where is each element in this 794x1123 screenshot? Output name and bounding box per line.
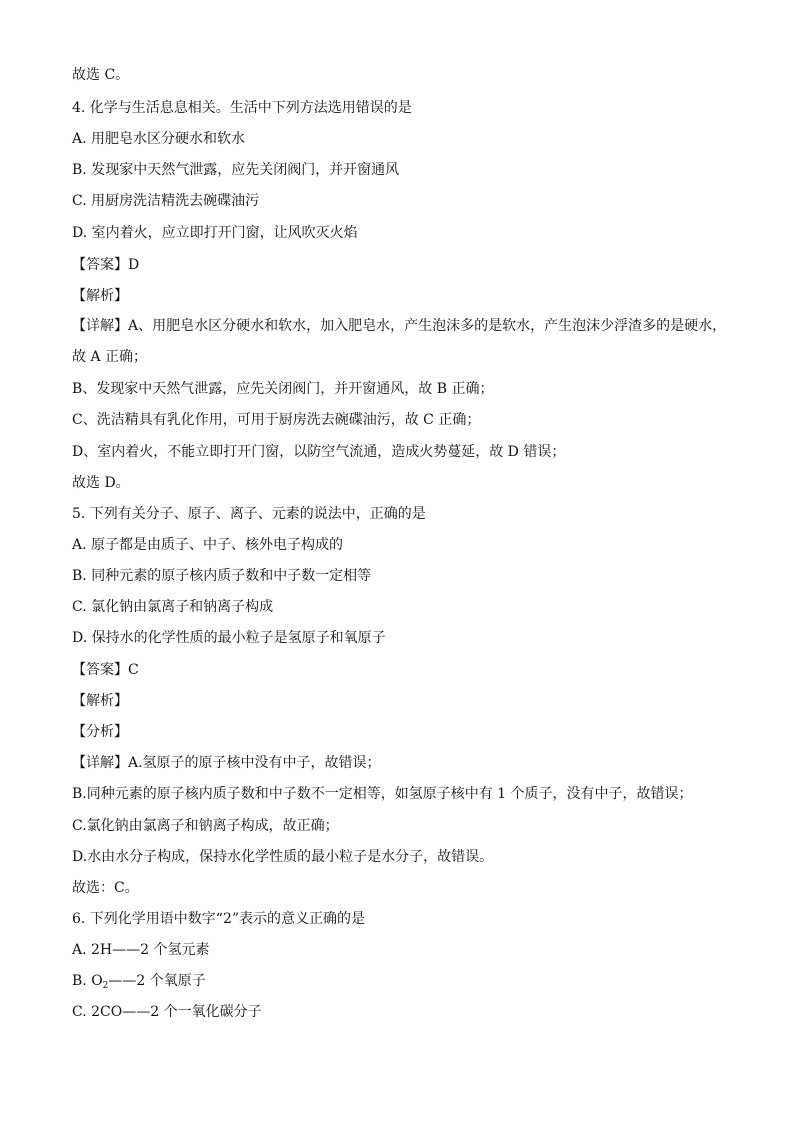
text-line: B.同种元素的原子核内质子数和中子数不一定相等，如氢原子核中有 1 个质子，没有中子，故错误； xyxy=(72,786,693,802)
question-4-option-a: A. 用肥皂水区分硬水和软水 xyxy=(72,131,246,147)
analysis-label: 【分析】 xyxy=(72,724,128,740)
question-6-option-b xyxy=(72,972,732,995)
question-4-option-c: C. 用厨房洗洁精洗去碗碟油污 xyxy=(72,193,260,209)
question-5-option-d: D. 保持水的化学性质的最小粒子是氢原子和氧原子 xyxy=(72,630,386,646)
text-line: 故选 D。 xyxy=(72,475,130,491)
text-line: 故选：C。 xyxy=(72,880,139,896)
subscript: 2 xyxy=(102,981,109,991)
text-line: 【详解】A.氢原子的原子核中没有中子，故错误； xyxy=(72,755,381,771)
text-line: C、洗洁精具有乳化作用，可用于厨房洗去碗碟油污，故 C 正确； xyxy=(72,412,481,428)
answer-label: 【答案】D xyxy=(72,257,140,273)
explanation-paragraph: 【详解】A、用肥皂水区分硬水和软水，加入肥皂水，产生泡沫多的是软水，产生泡沫少浮渣多的是硬水，故 A 正确； xyxy=(72,318,727,365)
answer-label: 【答案】C xyxy=(72,662,139,678)
text-line: 故选 C。 xyxy=(72,67,130,83)
question-6-option-c: C. 2CO——2 个一氧化碳分子 xyxy=(72,1004,262,1020)
question-4-stem: 4. 化学与生活息息相关。生活中下列方法选用错误的是 xyxy=(72,100,412,116)
question-6-stem: 6. 下列化学用语中数字“2”表示的意义正确的是 xyxy=(72,911,366,927)
text-line: B、发现家中天然气泄露，应先关闭阀门，并开窗通风，故 B 正确； xyxy=(72,381,494,397)
question-6-option-a: A. 2H——2 个氢元素 xyxy=(72,942,210,958)
question-4-option-d: D. 室内着火，应立即打开门窗，让风吹灭火焰 xyxy=(72,225,358,241)
question-5-option-b: B. 同种元素的原子核内质子数和中子数一定相等 xyxy=(72,568,372,584)
question-5-stem: 5. 下列有关分子、原子、离子、元素的说法中，正确的是 xyxy=(72,506,426,522)
text-line: C.氯化钠由氯离子和钠离子构成，故正确； xyxy=(72,818,339,834)
option-prefix: B. O xyxy=(72,973,103,989)
analysis-label: 【解析】 xyxy=(72,288,128,304)
question-5-option-a: A. 原子都是由质子、中子、核外电子构成的 xyxy=(72,537,344,553)
text-line: D、室内着火，不能立即打开门窗，以防空气流通，造成火势蔓延，故 D 错误； xyxy=(72,444,566,460)
analysis-label: 【解析】 xyxy=(72,693,128,709)
question-5-option-c: C. 氯化钠由氯离子和钠离子构成 xyxy=(72,599,274,615)
question-4-option-b: B. 发现家中天然气泄露，应先关闭阀门，并开窗通风 xyxy=(72,162,400,178)
option-suffix: ——2 个氧原子 xyxy=(108,973,206,989)
text-line: D.水由水分子构成，保持水化学性质的最小粒子是水分子，故错误。 xyxy=(72,849,494,865)
